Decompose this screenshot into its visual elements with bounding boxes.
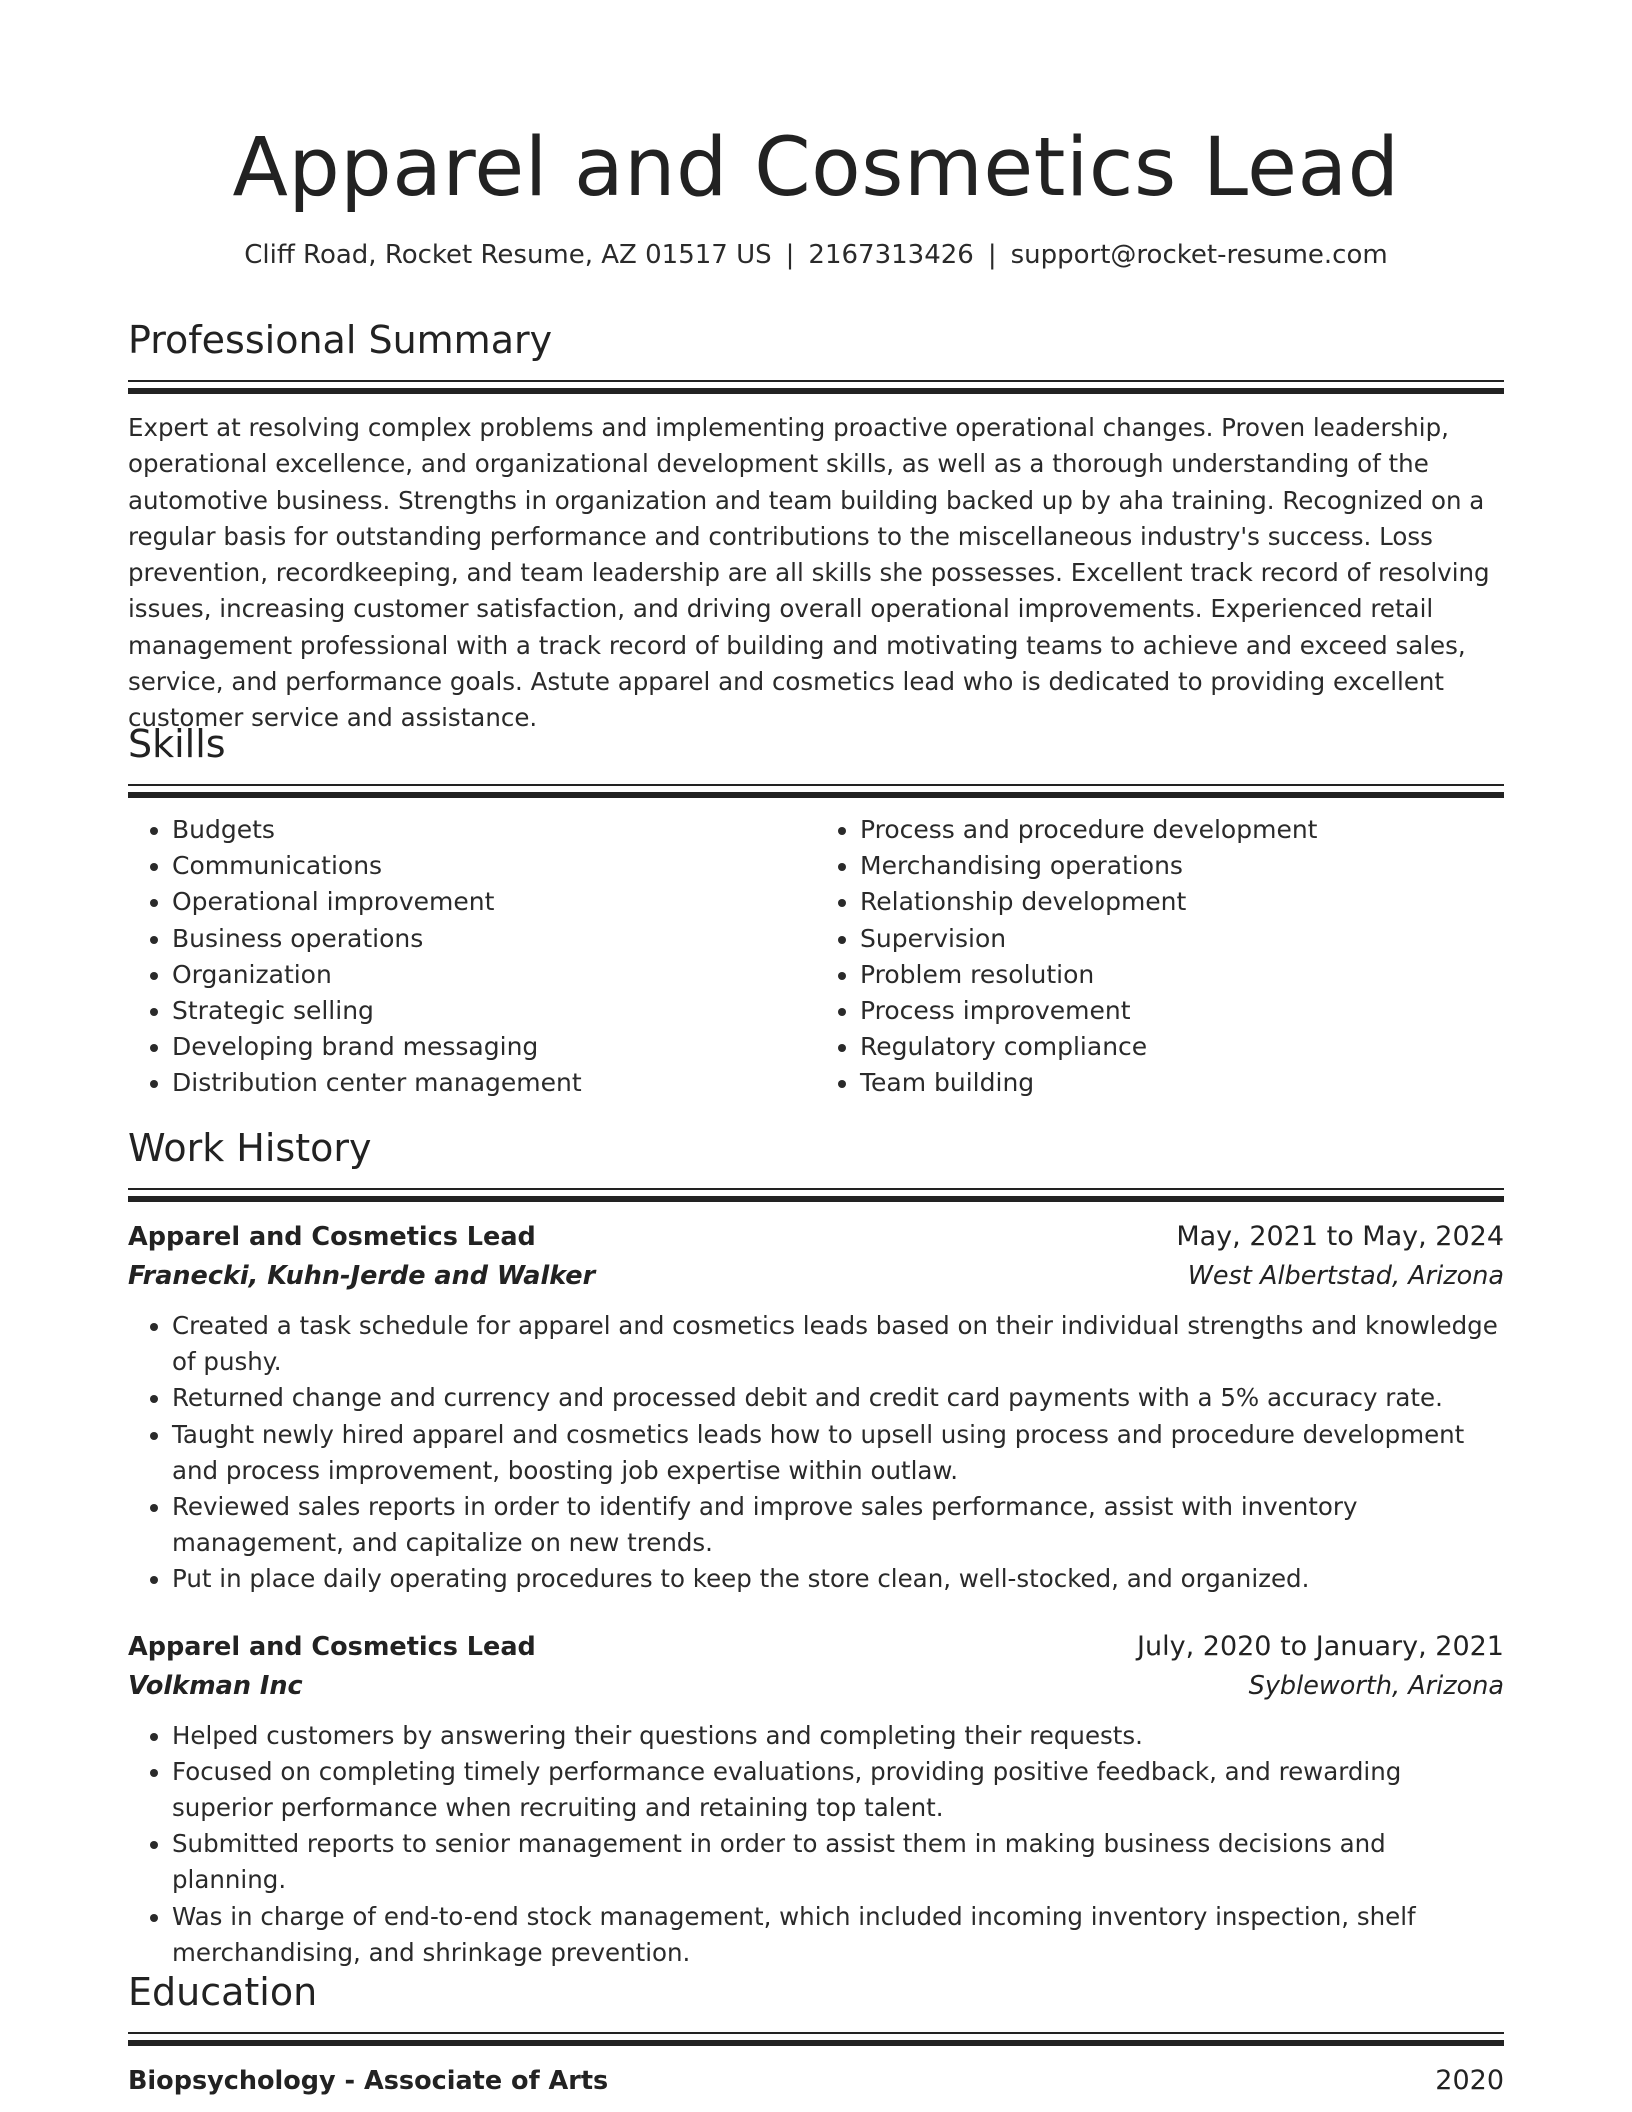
education-year: 2020 xyxy=(1435,2065,1504,2096)
education-degree: Biopsychology - Associate of Arts xyxy=(128,2066,609,2096)
contact-email: support@rocket-resume.com xyxy=(1010,240,1388,270)
work-history-heading: Work History xyxy=(128,1126,372,1170)
skill-item: • Budgets xyxy=(172,812,816,848)
job-title: Apparel and Cosmetics Lead xyxy=(128,1222,536,1252)
resume-name: Apparel and Cosmetics Lead xyxy=(232,121,1400,215)
section-divider xyxy=(128,2032,1504,2046)
job-location: West Albertstad, Arizona xyxy=(1187,1261,1504,1291)
education-heading: Education xyxy=(128,1970,318,2014)
section-divider xyxy=(128,380,1504,394)
job-bullet: • Helped customers by answering their questions and completing their requests. xyxy=(172,1718,1504,1754)
summary-heading: Professional Summary xyxy=(128,318,553,362)
contact-address: Cliff Road, Rocket Resume, AZ 01517 US xyxy=(244,240,772,270)
job-bullet: • Submitted reports to senior management in order to assist them in making business decisions and planning. xyxy=(172,1826,1504,1898)
job-company: Volkman Inc xyxy=(128,1670,303,1701)
skills-list-right xyxy=(816,812,1504,1102)
skill-item: • Team building xyxy=(860,1065,1504,1101)
skill-item: • Regulatory compliance xyxy=(860,1029,1504,1065)
job-bullet: • Put in place daily operating procedures to keep the store clean, well-stocked, and organized. xyxy=(172,1561,1504,1597)
section-divider xyxy=(128,784,1504,798)
job-bullets xyxy=(128,1718,1504,1971)
skills-columns xyxy=(128,812,1504,1102)
summary-text: Expert at resolving complex problems and implementing proactive operational changes. Proven leadership, operational excellence, and organizational development skills, as well as a thorough understanding of the automotive business. Strengths in organization and team building backed up by aha training. Recognized on a regular basis for outstanding performance and contributions to the miscellaneous industry's success. Loss prevention, recordkeeping, and team leadership are all skills she possesses. Excellent track record of resolving issues, increasing customer satisfaction, and driving overall operational improvements. Experienced retail management professional with a track record of building and motivating teams to achieve and exceed sales, service, and performance goals. Astute apparel and cosmetics lead who is dedicated to providing excellent customer service and assistance. xyxy=(128,413,1490,733)
skill-item: • Distribution center management xyxy=(172,1065,816,1101)
job-dates: May, 2021 to May, 2024 xyxy=(1176,1221,1504,1252)
contact-separator: | xyxy=(987,240,997,270)
job-bullet: • Was in charge of end-to-end stock management, which included incoming inventory inspection, shelf merchandising, and shrinkage prevention. xyxy=(172,1899,1504,1971)
skill-item: • Operational improvement xyxy=(172,884,816,920)
skills-section xyxy=(128,720,1504,1102)
education-section xyxy=(128,1968,1504,2100)
job-bullet: • Focused on completing timely performance evaluations, providing positive feedback, and rewarding superior performance when recruiting and retaining top talent. xyxy=(172,1754,1504,1826)
contact-line xyxy=(128,238,1504,272)
job-bullet: • Taught newly hired apparel and cosmetics leads how to upsell using process and procedure development and process improvement, boosting job expertise within outlaw. xyxy=(172,1417,1504,1489)
skill-item: • Relationship development xyxy=(860,884,1504,920)
contact-phone: 2167313426 xyxy=(808,240,974,270)
work-history-section xyxy=(128,1124,1504,1971)
job-company: Franecki, Kuhn-Jerde and Walker xyxy=(128,1261,596,1291)
job-bullets xyxy=(128,1308,1504,1598)
skill-item: • Supervision xyxy=(860,921,1504,957)
skill-item: • Developing brand messaging xyxy=(172,1029,816,1065)
skill-item: • Communications xyxy=(172,848,816,884)
skills-heading: Skills xyxy=(128,722,226,766)
job-entry xyxy=(128,1218,1504,1598)
summary-section xyxy=(128,316,1504,737)
job-bullet: • Returned change and currency and processed debit and credit card payments with a 5% accuracy rate. xyxy=(172,1380,1504,1416)
job-location: Sybleworth, Arizona xyxy=(1248,1670,1504,1701)
skill-item: • Business operations xyxy=(172,921,816,957)
job-dates: July, 2020 to January, 2021 xyxy=(1137,1630,1504,1662)
skill-item: • Organization xyxy=(172,957,816,993)
job-entry xyxy=(128,1628,1504,1971)
job-bullet: • Reviewed sales reports in order to identify and improve sales performance, assist with inventory management, and capitalize on new trends. xyxy=(172,1489,1504,1561)
skill-item: • Process improvement xyxy=(860,993,1504,1029)
skills-list-left xyxy=(128,812,816,1102)
skill-item: • Merchandising operations xyxy=(860,848,1504,884)
job-title: Apparel and Cosmetics Lead xyxy=(128,1631,536,1662)
skill-item: • Strategic selling xyxy=(172,993,816,1029)
skill-item: • Process and procedure development xyxy=(860,812,1504,848)
contact-separator: | xyxy=(785,240,795,270)
job-bullet: • Created a task schedule for apparel and cosmetics leads based on their individual strengths and knowledge of pushy. xyxy=(172,1308,1504,1380)
education-entry xyxy=(128,2062,1504,2100)
section-divider xyxy=(128,1188,1504,1202)
skill-item: • Problem resolution xyxy=(860,957,1504,993)
